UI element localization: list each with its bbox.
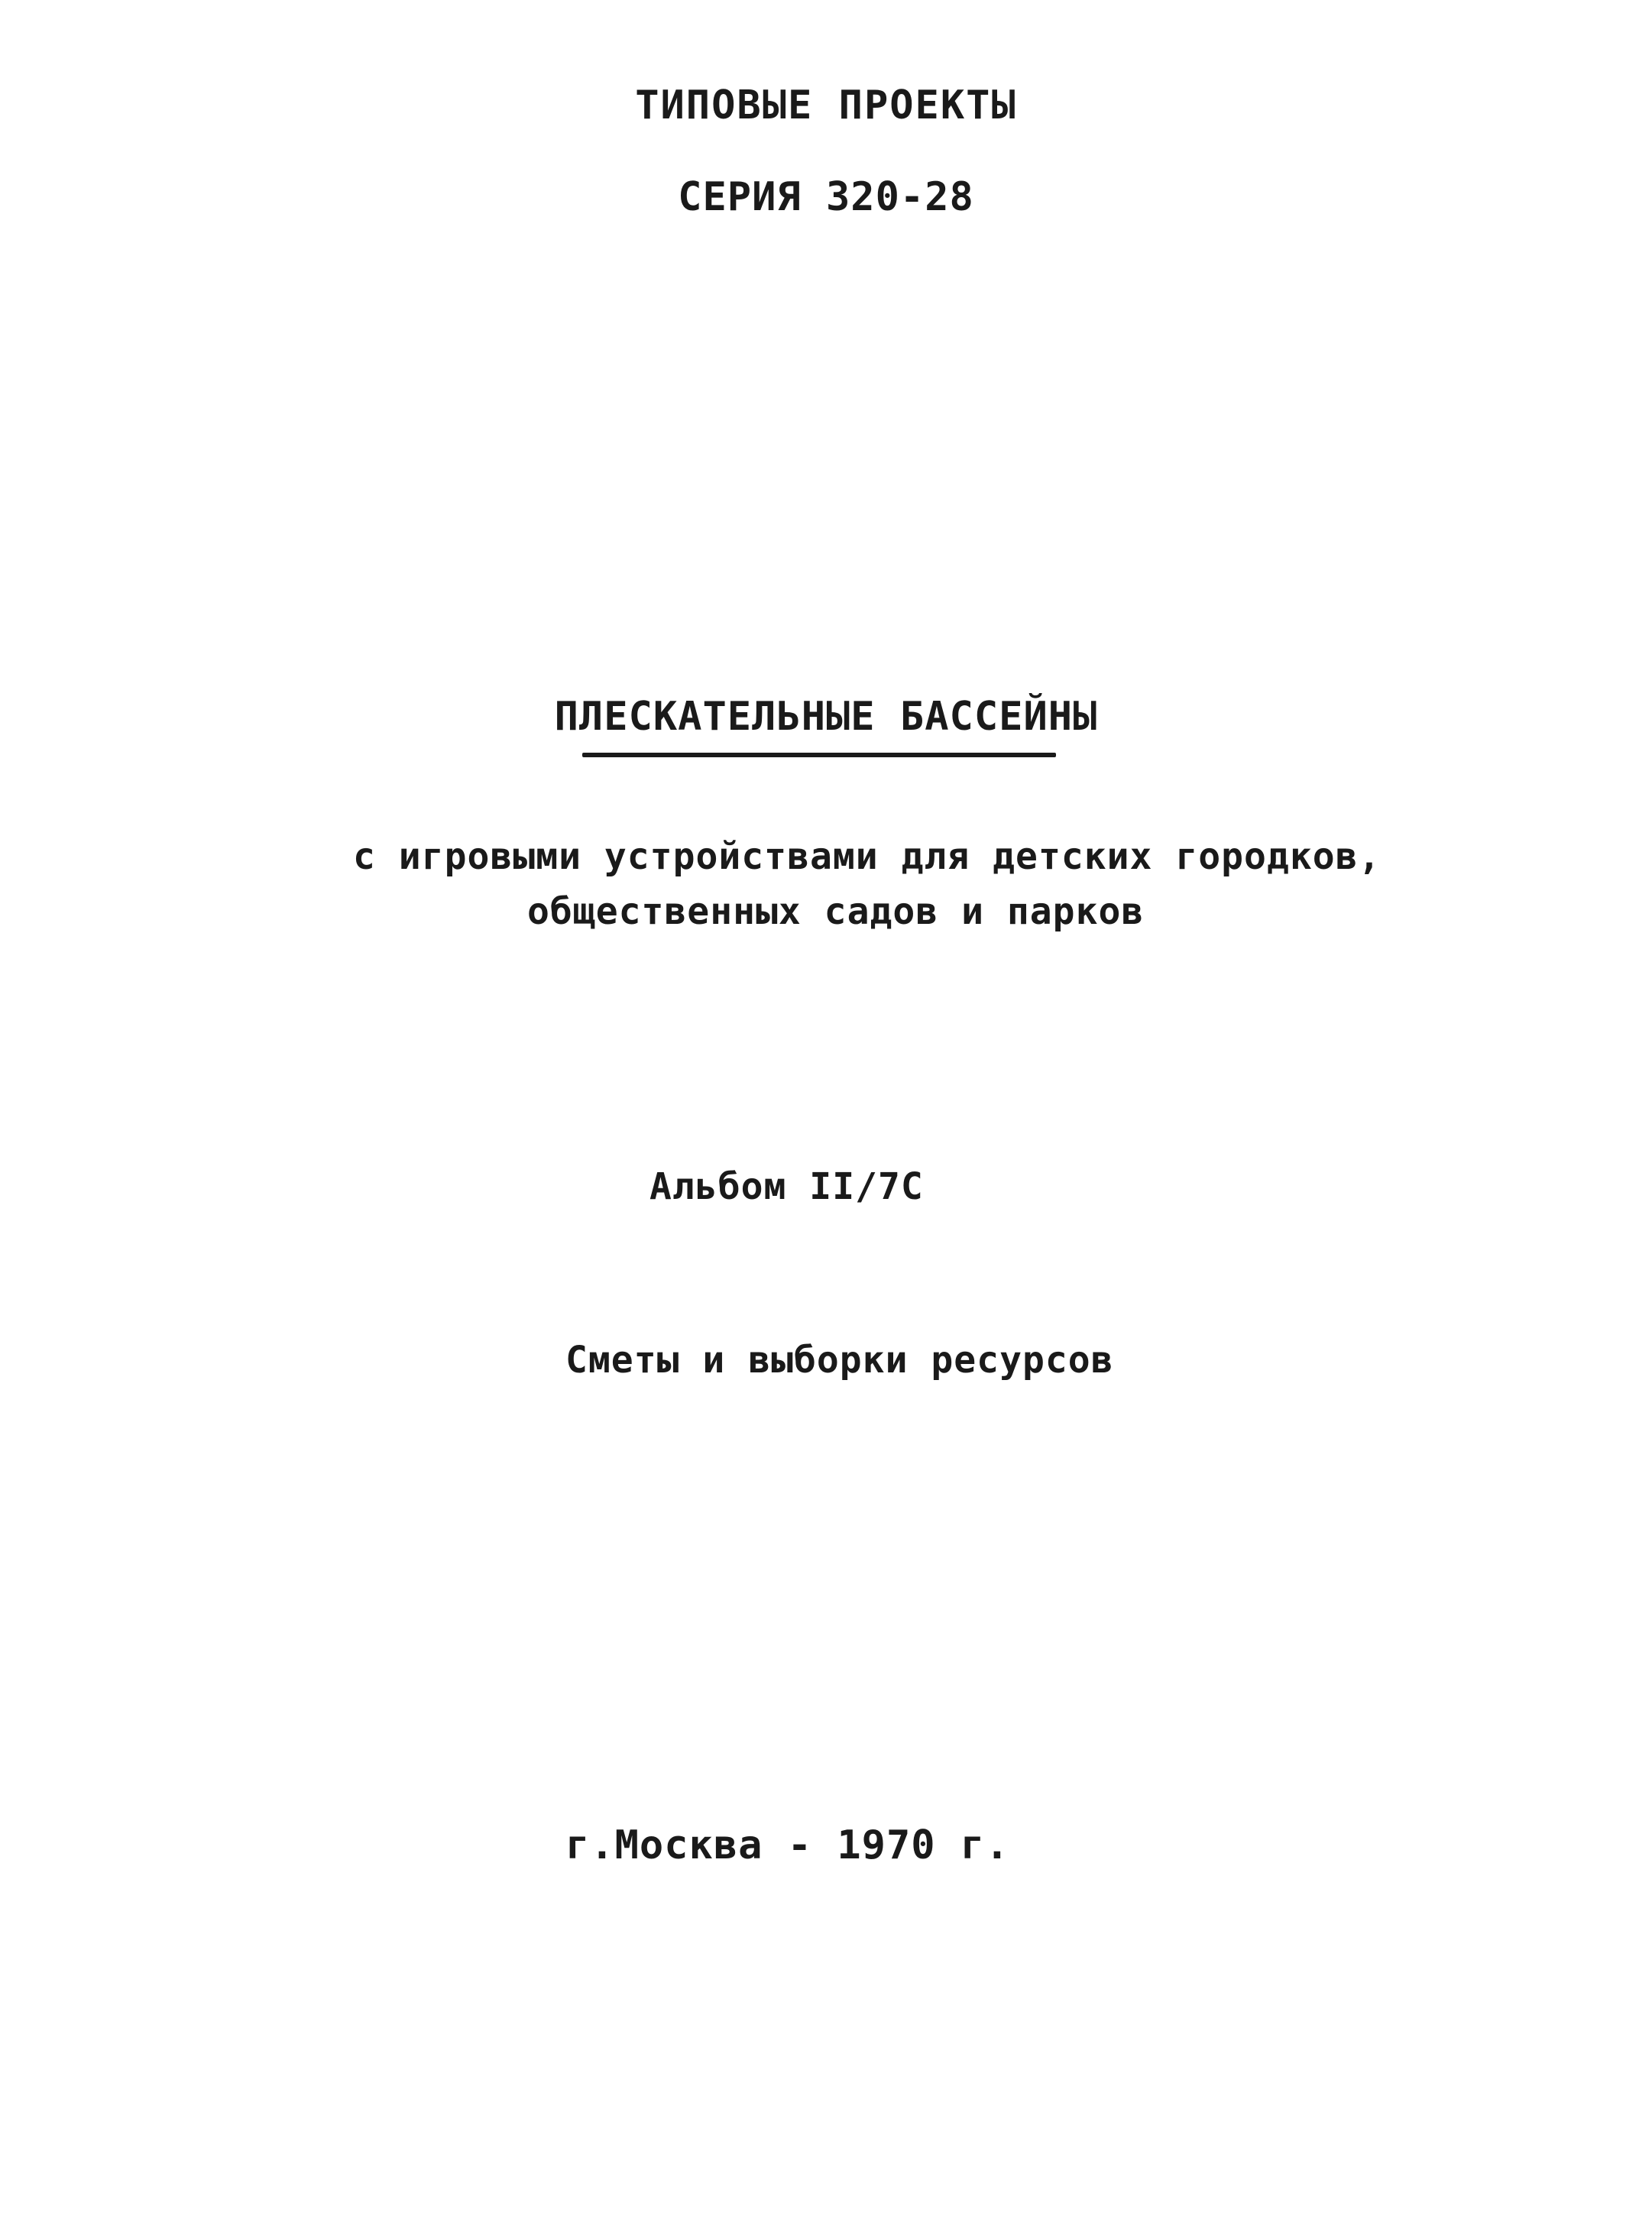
- album-label: Альбом II/7С: [649, 1165, 924, 1208]
- subtitle-line-2: общественных садов и парков: [527, 890, 1145, 933]
- contents-description: Сметы и выборки ресурсов: [565, 1339, 1114, 1382]
- title-underline: [582, 753, 1056, 757]
- series-heading: ТИПОВЫЕ ПРОЕКТЫ: [635, 83, 1017, 128]
- city-and-year: г.Москва - 1970 г.: [565, 1822, 1010, 1868]
- series-number: СЕРИЯ 320-28: [678, 174, 974, 220]
- document-title: ПЛЕСКАТЕЛЬНЫЕ БАССЕЙНЫ: [554, 694, 1098, 740]
- subtitle-line-1: с игровыми устройствами для детских городков,: [353, 835, 1382, 878]
